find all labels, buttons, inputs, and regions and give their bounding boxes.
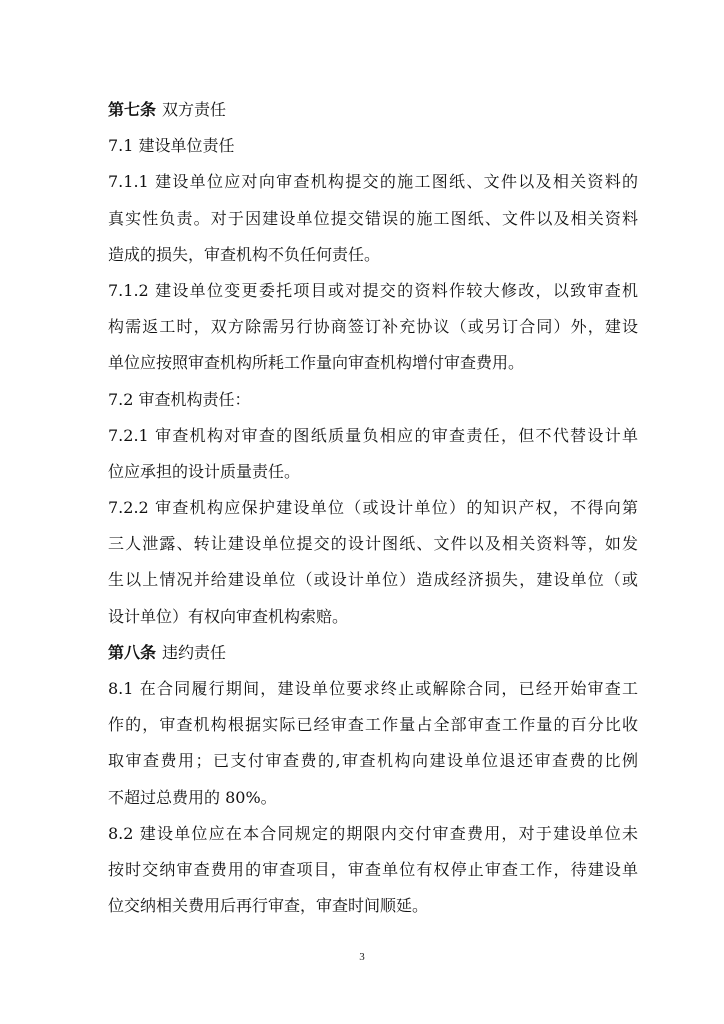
section-7-1-heading: 7.1 建设单位责任 xyxy=(108,136,235,156)
section-7-2-heading: 7.2 审查机构责任： xyxy=(108,389,251,409)
clause-7-1-2-line-3: 单位应按照审查机构所耗工作量向审查机构增付审查费用。 xyxy=(108,353,525,373)
article-8-label: 第八条 xyxy=(108,642,157,662)
clause-8-1-line-1: 8.1 在合同履行期间，建设单位要求终止或解除合同，已经开始审查工 xyxy=(108,679,638,698)
page-number: 3 xyxy=(359,951,365,963)
clause-7-1-2-line-1: 7.1.2 建设单位变更委托项目或对提交的资料作较大修改，以致审查机 xyxy=(108,280,638,300)
clause-7-2-2-line-3: 生以上情况并给建设单位（或设计单位）造成经济损失，建设单位（或 xyxy=(108,570,638,590)
clause-8-1-line-3: 取审查费用；已支付审查费的,审查机构向建设单位退还审查费的比例 xyxy=(108,751,638,771)
article-7-title: 双方责任 xyxy=(162,100,227,119)
clause-8-2-line-3: 位交纳相关费用后再行审查，审查时间顺延。 xyxy=(108,896,429,916)
clause-7-1-1-line-2: 真实性负责。对于因建设单位提交错误的施工图纸、文件以及相关资料 xyxy=(108,208,638,228)
clause-7-1-2-line-2: 构需返工时，双方除需另行协商签订补充协议（或另订合同）外，建设 xyxy=(108,317,638,337)
clause-7-1-1-line-3: 造成的损失，审查机构不负任何责任。 xyxy=(108,244,381,264)
clause-7-2-2-line-4: 设计单位）有权向审查机构索赔。 xyxy=(108,606,349,626)
article-8-heading xyxy=(108,635,638,671)
clause-7-2-2-line-2: 三人泄露、转让建设单位提交的设计图纸、文件以及相关资料等，如发 xyxy=(108,534,638,554)
clause-8-1-line-4: 不超过总费用的 80%。 xyxy=(108,787,277,807)
clause-8-1-line-2: 作的，审查机构根据实际已经审查工作量占全部审查工作量的百分比收 xyxy=(108,715,638,735)
article-7-label: 第七条 xyxy=(108,100,157,119)
article-8-title: 违约责任 xyxy=(162,642,227,662)
clause-7-1-1-line-1: 7.1.1 建设单位应对向审查机构提交的施工图纸、文件以及相关资料的 xyxy=(108,172,638,192)
clause-7-2-2-line-1: 7.2.2 审查机构应保护建设单位（或设计单位）的知识产权，不得向第 xyxy=(108,498,638,518)
clause-7-2-1-line-1: 7.2.1 审查机构对审查的图纸质量负相应的审查责任，但不代替设计单 xyxy=(108,425,638,445)
clause-8-2-line-2: 按时交纳审查费用的审查项目，审查单位有权停止审查工作，待建设单 xyxy=(108,859,638,879)
article-7-heading xyxy=(108,92,638,128)
clause-7-2-1-line-2: 位应承担的设计质量责任。 xyxy=(108,461,301,481)
clause-8-2-line-1: 8.2 建设单位应在本合同规定的期限内交付审查费用，对于建设单位未 xyxy=(108,823,638,843)
document-body xyxy=(108,92,638,924)
